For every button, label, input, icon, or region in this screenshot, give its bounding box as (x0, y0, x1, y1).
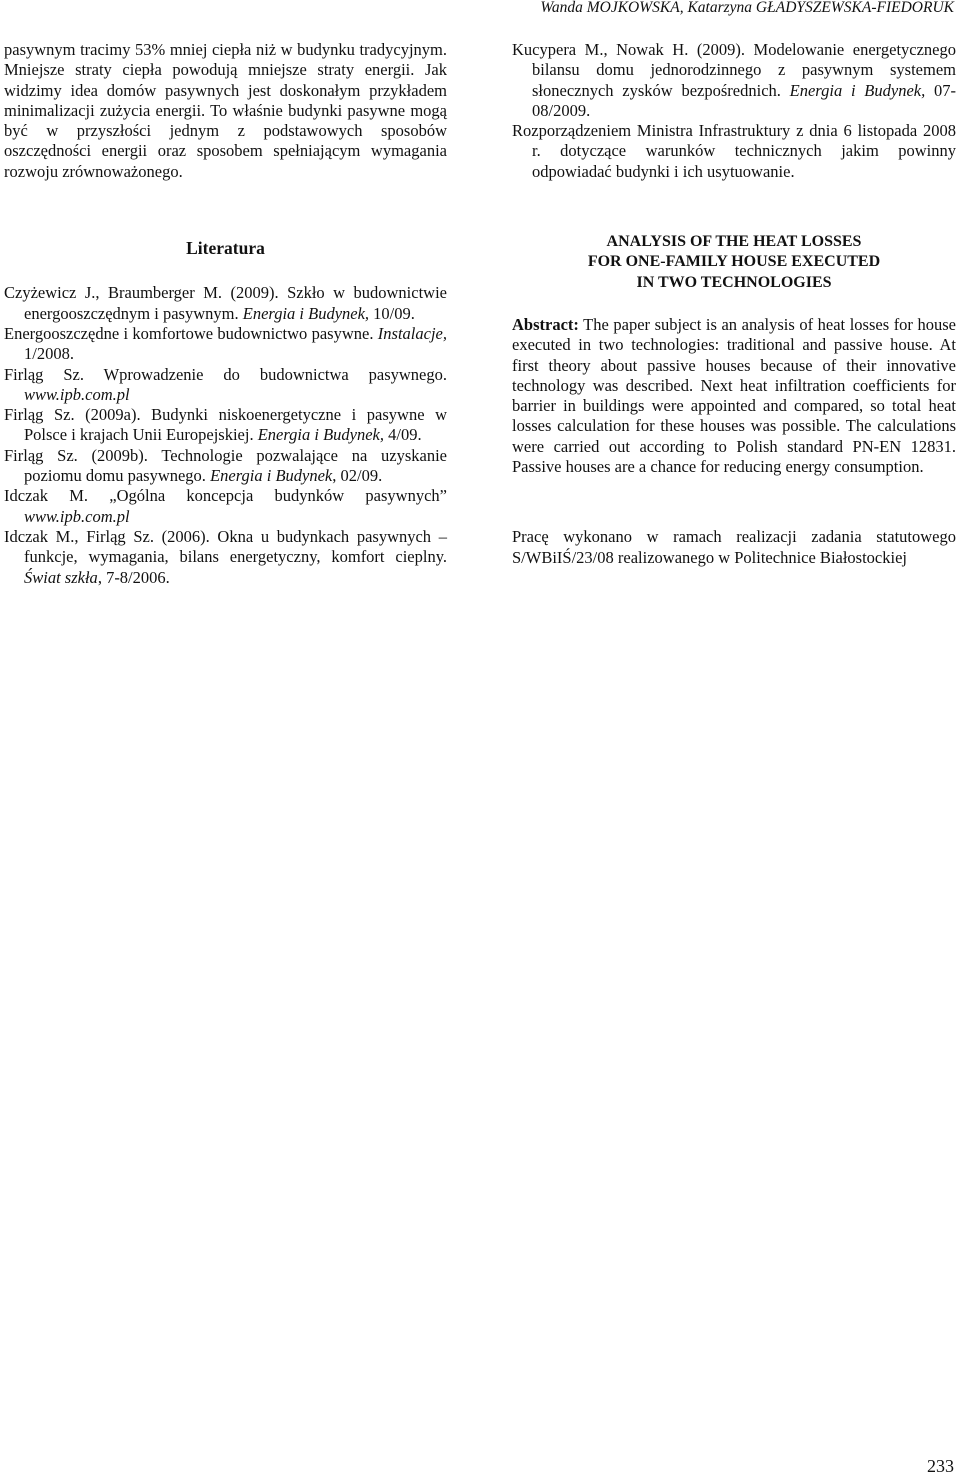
reference-main: Firląg Sz. (2009b). Technologie pozwalające na uzyskanie poziomu domu pasywnego. (4, 445, 447, 486)
abstract (512, 315, 956, 477)
reference-italic: Energia i Budynek, (789, 80, 926, 100)
reference-main: Idczak M., Firląg Sz. (2006). Okna u budynkach pasywnych – funkcje, wymagania, bilans energetyczny, komfort cieplny. (4, 526, 447, 567)
reference-entry (4, 527, 447, 588)
reference-entry (512, 40, 956, 121)
reference-italic: Instalacje, (377, 323, 447, 343)
funding-note: Pracę wykonano w ramach realizacji zadania statutowego S/WBiIŚ/23/08 realizowanego w Politechnice Białostockiej (512, 527, 956, 567)
reference-main: Firląg Sz. Wprowadzenie do budownictwa pasywnego. (4, 364, 447, 384)
reference-entry (4, 283, 447, 324)
reference-entry (4, 486, 447, 527)
reference-main: Idczak M. „Ogólna koncepcja budynków pasywnych” (4, 486, 447, 506)
reference-tail: , 7-8/2006. (97, 567, 170, 587)
reference-italic: Energia i Budynek, (257, 425, 385, 445)
reference-italic: Energia i Budynek (210, 466, 333, 486)
english-title-line: ANALYSIS OF THE HEAT LOSSES (606, 233, 862, 251)
reference-entry (4, 365, 447, 406)
reference-main: Firląg Sz. (2009a). Budynki niskoenergetyczne i pasywne w Polsce i krajach Unii Europejskiej. (4, 405, 447, 445)
running-head: Wanda MOJKOWSKA, Katarzyna GŁADYSZEWSKA-FIEDORUK (540, 0, 954, 16)
reference-entry (4, 446, 447, 487)
reference-list (4, 283, 447, 587)
reference-entry (4, 324, 447, 365)
section-title-literatura: Literatura (186, 238, 265, 259)
reference-italic: www.ipb.com.pl (24, 506, 130, 526)
reference-italic: www.ipb.com.pl (24, 384, 130, 404)
right-column (512, 40, 956, 568)
reference-tail: 4/09. (384, 425, 422, 445)
reference-main: Rozporządzeniem Ministra Infrastruktury z dnia 6 listopada 2008 r. dotyczące warunków technicznych jakim powinny odpowiadać budynki i ich usytuowanie. (512, 121, 956, 181)
reference-tail: 10/09. (369, 303, 415, 323)
left-column (4, 40, 447, 588)
reference-tail: 07-08/2009. (532, 80, 956, 120)
english-title-line: IN TWO TECHNOLOGIES (636, 273, 832, 291)
reference-tail: , 02/09. (332, 466, 383, 486)
reference-entry (512, 121, 956, 182)
reference-main: Energooszczędne i komfortowe budownictwo pasywne. (4, 323, 378, 343)
reference-entry (4, 405, 447, 446)
reference-list-continued (512, 40, 956, 182)
reference-italic: Świat szkła (24, 567, 98, 587)
reference-tail: 1/2008. (24, 344, 74, 364)
intro-paragraph: pasywnym tracimy 53% mniej ciepła niż w budynku tradycyjnym. Mniejsze straty ciepła powodują mniejsze straty energii. Jak widzimy idea domów pasywnych jest doskonałym przykładem minimalizacji zużycia energii. To właśnie budynki pasywne mogą być w przyszłości jednym z podstawowych sposobów oszczędności energii oraz sposobem spełniającym wymagania rozwoju zrównoważonego. (4, 40, 447, 181)
english-title-line: FOR ONE-FAMILY HOUSE EXECUTED (587, 253, 881, 271)
reference-italic: Energia i Budynek, (242, 303, 370, 323)
abstract-text: The paper subject is an analysis of heat losses for house executed in two technologies: traditional and passive house. At first theory about passive houses because of their innovative technology was described. Next heat infiltration coefficients for barrier in buildings were appointed and compared, so total heat losses calculation for these houses was possible. The calculations were carried out according to Polish standard PN-EN 12831. Passive houses are a chance for reducing energy consumption. (512, 314, 956, 477)
english-title (512, 232, 956, 293)
abstract-label: Abstract: (512, 314, 579, 334)
reference-main: Kucypera M., Nowak H. (2009). Modelowanie energetycznego bilansu domu jednorodzinnego z pasywnym systemem słonecznych zysków bezpośrednich. (512, 40, 956, 100)
reference-main: Czyżewicz J., Braumberger M. (2009). Szkło w budownictwie energooszczędnym i pasywnym. (4, 283, 447, 323)
page-number: 233 (927, 1456, 954, 1476)
